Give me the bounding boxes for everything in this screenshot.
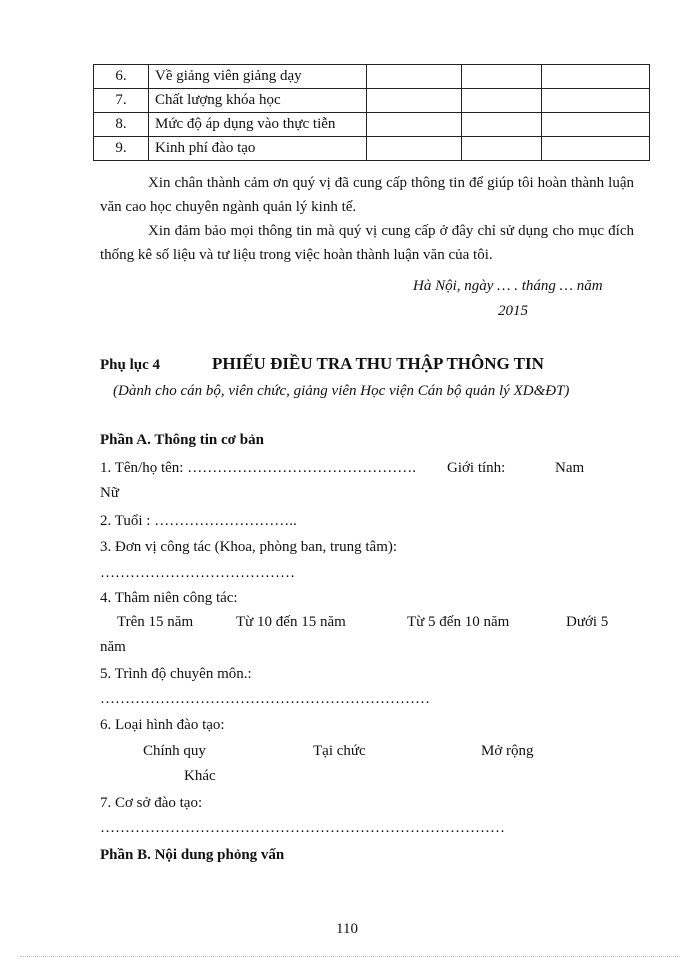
date-year: 2015 bbox=[498, 303, 528, 319]
q4-option-4: Dưới 5 bbox=[566, 614, 609, 630]
rating-cell bbox=[367, 113, 462, 137]
appendix-subtitle: (Dành cho cán bộ, viên chức, giảng viên Học viện Cán bộ quản lý XD&ĐT) bbox=[113, 383, 570, 399]
row-number: 7. bbox=[94, 89, 149, 113]
privacy-paragraph: Xin đảm bảo mọi thông tin mà quý vị cung cấp ở đây chỉ sử dụng cho mục đích thống kê số liệu và tư liệu trong việc hoàn thành luận văn của tôi. bbox=[100, 223, 634, 263]
rating-cell bbox=[462, 113, 542, 137]
rating-cell bbox=[542, 65, 650, 89]
part-b-heading: Phần B. Nội dung phỏng vấn bbox=[100, 847, 285, 863]
rating-cell bbox=[367, 137, 462, 161]
q3-unit-blank: ………………………………… bbox=[100, 565, 295, 581]
row-criterion: Mức độ áp dụng vào thực tiễn bbox=[149, 113, 367, 137]
page-divider bbox=[20, 956, 680, 957]
q7-institution-blank: ……………………………………………………………………… bbox=[100, 820, 505, 836]
q6-training-type-label: 6. Loại hình đào tạo: bbox=[100, 717, 225, 733]
thanks-paragraph: Xin chân thành cảm ơn quý vị đã cung cấp thông tin để giúp tôi hoàn thành luận văn cao học chuyên ngành quản lý kinh tế. bbox=[100, 175, 634, 215]
q4-seniority-label: 4. Thâm niên công tác: bbox=[100, 590, 238, 606]
q6-option-4: Khác bbox=[184, 768, 216, 784]
row-number: 6. bbox=[94, 65, 149, 89]
q2-age-field: 2. Tuổi : ……………………….. bbox=[100, 513, 297, 529]
q5-expertise-label: 5. Trình độ chuyên môn.: bbox=[100, 666, 252, 682]
row-criterion: Chất lượng khóa học bbox=[149, 89, 367, 113]
q3-unit-label: 3. Đơn vị công tác (Khoa, phòng ban, trung tâm): bbox=[100, 539, 398, 555]
table-row bbox=[94, 89, 650, 113]
table-row bbox=[94, 65, 650, 89]
rating-cell bbox=[462, 89, 542, 113]
q4-option-3: Từ 5 đến 10 năm bbox=[407, 614, 510, 630]
row-criterion: Về giảng viên giảng dạy bbox=[149, 65, 367, 89]
q4-option-4-cont: năm bbox=[100, 639, 126, 655]
table-row bbox=[94, 113, 650, 137]
q6-option-2: Tại chức bbox=[313, 743, 366, 759]
rating-cell bbox=[367, 89, 462, 113]
row-number: 8. bbox=[94, 113, 149, 137]
q7-institution-label: 7. Cơ sở đào tạo: bbox=[100, 795, 203, 811]
rating-cell bbox=[462, 65, 542, 89]
date-line: Hà Nội, ngày … . tháng … năm bbox=[413, 278, 603, 294]
q5-expertise-blank: ………………………………………………………… bbox=[100, 691, 430, 707]
q4-option-1: Trên 15 năm bbox=[117, 614, 194, 630]
rating-cell bbox=[542, 113, 650, 137]
q1-option-female: Nữ bbox=[100, 485, 119, 501]
rating-cell bbox=[542, 137, 650, 161]
rating-cell bbox=[367, 65, 462, 89]
row-number: 9. bbox=[94, 137, 149, 161]
table-row bbox=[94, 137, 650, 161]
q1-gender-label: Giới tính: bbox=[447, 460, 506, 476]
q6-option-3: Mở rộng bbox=[481, 743, 534, 759]
rating-cell bbox=[462, 137, 542, 161]
q6-option-1: Chính quy bbox=[143, 743, 206, 759]
q1-name-field: 1. Tên/họ tên: ………………………………………. bbox=[100, 460, 416, 476]
appendix-label: Phụ lục 4 bbox=[100, 357, 161, 373]
rating-table bbox=[93, 64, 650, 161]
rating-cell bbox=[542, 89, 650, 113]
part-a-heading: Phần A. Thông tin cơ bản bbox=[100, 432, 264, 448]
appendix-title: PHIẾU ĐIỀU TRA THU THẬP THÔNG TIN bbox=[212, 354, 544, 373]
q4-option-2: Từ 10 đến 15 năm bbox=[236, 614, 346, 630]
row-criterion: Kinh phí đào tạo bbox=[149, 137, 367, 161]
page-number: 110 bbox=[336, 921, 358, 937]
q1-option-male: Nam bbox=[555, 460, 585, 476]
